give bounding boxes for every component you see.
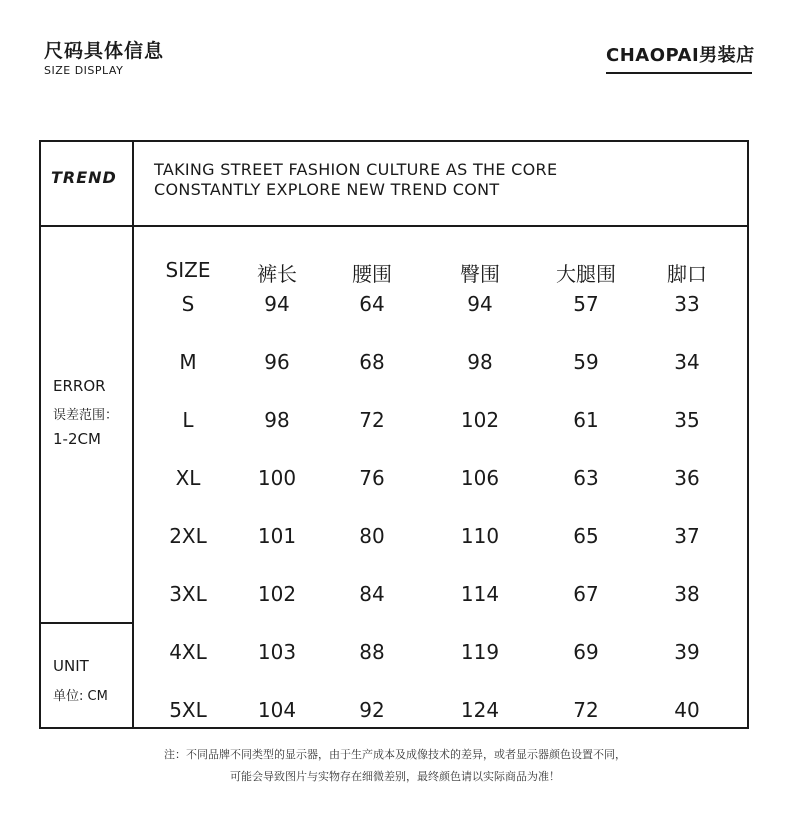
size-label: S — [181, 292, 195, 316]
table-cell: 36 — [674, 466, 700, 490]
column-header-col-thigh: 大腿围 — [556, 262, 616, 286]
table-cell: 102 — [257, 582, 297, 606]
table-cell: 88 — [359, 640, 385, 664]
table-cell: 65 — [573, 524, 599, 548]
table-divider — [41, 622, 132, 624]
footer-note-1: 注：不同品牌不同类型的显示器，由于生产成本及成像技术的差异，或者显示器颜色设置不同， — [164, 748, 626, 761]
table-cell: 124 — [460, 698, 500, 722]
table-cell: 114 — [460, 582, 500, 606]
table-cell: 106 — [460, 466, 500, 490]
slogan-line-1: TAKING STREET FASHION CULTURE AS THE CORE — [154, 160, 558, 179]
page-subtitle: SIZE DISPLAY — [44, 64, 124, 77]
footer-note-2: 可能会导致图片与实物存在细微差别，最终颜色请以实际商品为准！ — [230, 770, 560, 783]
table-divider — [132, 142, 134, 727]
brand-underline — [606, 72, 752, 74]
size-label: L — [182, 408, 194, 432]
unit-label: UNIT — [53, 657, 89, 675]
table-cell: 100 — [257, 466, 297, 490]
size-label: M — [179, 350, 197, 374]
table-cell: 33 — [674, 292, 700, 316]
table-cell: 59 — [573, 350, 599, 374]
table-cell: 72 — [573, 698, 599, 722]
table-cell: 61 — [573, 408, 599, 432]
table-cell: 37 — [674, 524, 700, 548]
table-cell: 63 — [573, 466, 599, 490]
table-cell: 34 — [674, 350, 700, 374]
size-label: 2XL — [169, 524, 207, 548]
page-title: 尺码具体信息 — [44, 40, 165, 62]
table-cell: 98 — [467, 350, 493, 374]
column-header-col-hem: 脚口 — [667, 262, 707, 286]
column-header-col-size: SIZE — [165, 258, 211, 282]
table-cell: 104 — [257, 698, 297, 722]
table-cell: 101 — [257, 524, 297, 548]
table-cell: 68 — [359, 350, 385, 374]
size-label: 5XL — [169, 698, 207, 722]
table-cell: 64 — [359, 292, 385, 316]
table-cell: 92 — [359, 698, 385, 722]
table-cell: 94 — [467, 292, 493, 316]
table-cell: 72 — [359, 408, 385, 432]
error-range-value: 1-2CM — [53, 430, 101, 448]
table-cell: 110 — [460, 524, 500, 548]
table-cell: 96 — [264, 350, 290, 374]
column-header-col-length: 裤长 — [257, 262, 297, 286]
size-table — [39, 140, 749, 729]
table-cell: 102 — [460, 408, 500, 432]
column-header-col-hip: 臀围 — [460, 262, 500, 286]
size-label: 4XL — [169, 640, 207, 664]
table-cell: 38 — [674, 582, 700, 606]
table-cell: 69 — [573, 640, 599, 664]
table-cell: 40 — [674, 698, 700, 722]
table-cell: 80 — [359, 524, 385, 548]
error-label: ERROR — [53, 377, 106, 395]
error-range-label: 误差范围： — [53, 408, 119, 423]
table-cell: 39 — [674, 640, 700, 664]
table-cell: 35 — [674, 408, 700, 432]
table-cell: 98 — [264, 408, 290, 432]
trend-logo: TREND — [51, 168, 117, 187]
table-cell: 84 — [359, 582, 385, 606]
table-cell: 67 — [573, 582, 599, 606]
table-cell: 94 — [264, 292, 290, 316]
table-cell: 76 — [359, 466, 385, 490]
table-cell: 119 — [460, 640, 500, 664]
column-header-col-waist: 腰围 — [352, 262, 392, 286]
brand-name: CHAOPAI男装店 — [606, 45, 755, 66]
table-cell: 57 — [573, 292, 599, 316]
slogan-line-2: CONSTANTLY EXPLORE NEW TREND CONT — [154, 180, 500, 199]
table-divider — [41, 225, 747, 227]
size-label: 3XL — [169, 582, 207, 606]
table-cell: 103 — [257, 640, 297, 664]
size-label: XL — [175, 466, 201, 490]
unit-value: 单位: CM — [53, 689, 108, 704]
